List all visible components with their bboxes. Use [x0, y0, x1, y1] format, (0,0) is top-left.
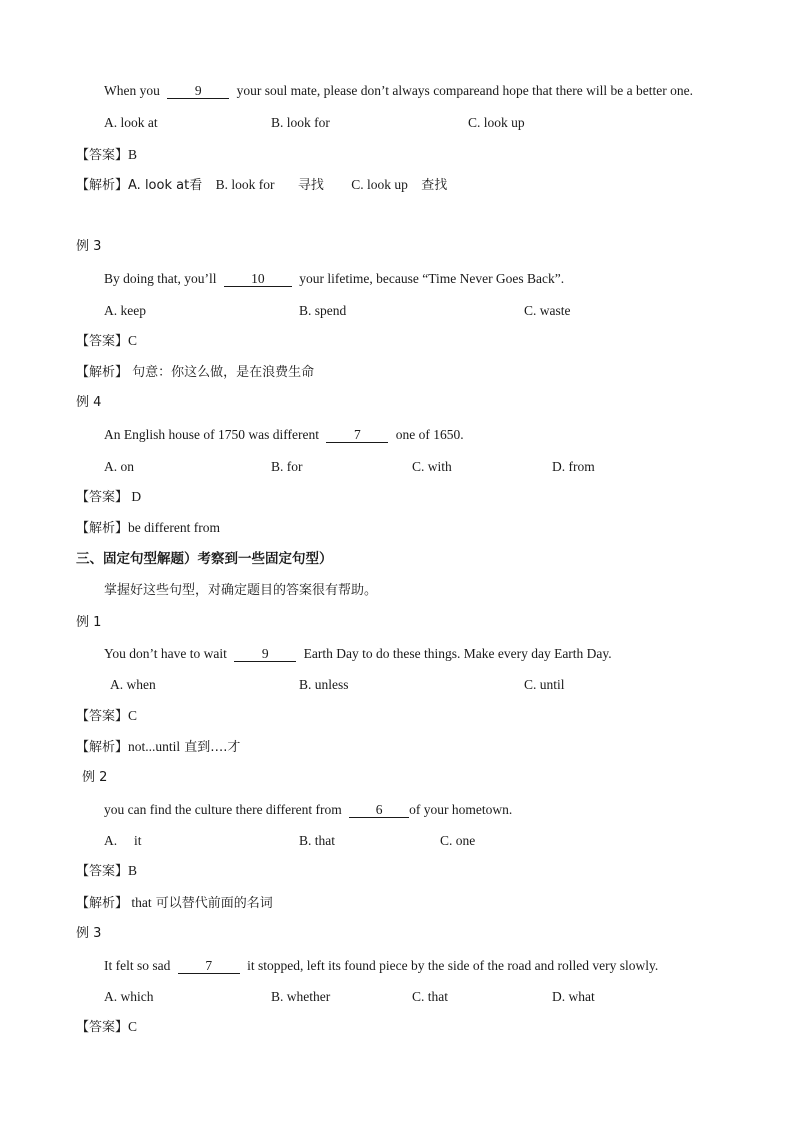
example-label: 例 3 — [76, 239, 102, 254]
question-text-post: your lifetime, because “Time Never Goes Back”. — [299, 271, 565, 286]
answer-value: C — [128, 708, 138, 723]
analysis-text: be different from — [128, 520, 220, 535]
question-text-pre: By doing that, you’ll — [104, 271, 217, 286]
answer-blank: 7 — [178, 958, 240, 974]
analysis-line — [76, 519, 220, 538]
analysis-line — [76, 738, 240, 757]
example-label: 例 2 — [82, 770, 108, 785]
answer-line — [76, 146, 137, 165]
section-heading: 三、固定句型解题）考察到一些固定句型） — [76, 551, 333, 567]
answer-line — [76, 488, 141, 507]
analysis-tag: 【解析】 — [76, 178, 129, 193]
answer-tag: 【答案】 — [76, 709, 129, 724]
answer-line — [76, 1018, 137, 1037]
analysis-tag: 【解析】 — [76, 365, 129, 380]
option-c: C. one — [440, 833, 476, 848]
question-text-pre: you can find the culture there different from — [104, 802, 342, 817]
answer-tag: 【答案】 — [76, 490, 129, 505]
answer-line — [76, 707, 137, 726]
answer-blank: 9 — [234, 646, 296, 662]
question-9b — [104, 645, 612, 663]
analysis-tag: 【解析】 — [76, 740, 129, 755]
option-b: B. for — [271, 459, 303, 474]
question-text-post: Earth Day to do these things. Make every day Earth Day. — [303, 646, 612, 661]
option-d: D. what — [552, 989, 595, 1004]
option-c: C. waste — [524, 303, 571, 318]
question-text-pre: When you — [104, 83, 160, 98]
answer-value: C — [128, 333, 138, 348]
question-6 — [104, 801, 512, 819]
option-a: A. which — [104, 989, 154, 1004]
answer-tag: 【答案】 — [76, 148, 129, 163]
question-10 — [104, 270, 564, 288]
analysis-en: that — [128, 895, 152, 910]
analysis-text: 句意：你这么做，是在浪费生命 — [128, 365, 315, 380]
analysis-line — [76, 894, 273, 913]
example-label: 例 3 — [76, 926, 102, 941]
question-text-post: of your hometown. — [409, 802, 513, 817]
answer-tag: 【答案】 — [76, 1020, 129, 1035]
answer-blank: 10 — [224, 271, 292, 287]
analysis-line — [76, 363, 314, 382]
answer-value: B — [128, 863, 138, 878]
section-intro: 掌握好这些句型，对确定题目的答案很有帮助。 — [104, 583, 378, 598]
answer-value: B — [128, 147, 138, 162]
answer-line — [76, 332, 137, 351]
analysis-en: not...until — [128, 739, 181, 754]
option-a: A. on — [104, 459, 134, 474]
answer-line — [76, 862, 137, 881]
analysis-cn: 直到….才 — [180, 740, 241, 755]
answer-blank: 7 — [326, 427, 388, 443]
answer-tag: 【答案】 — [76, 334, 129, 349]
question-text-post: it stopped, left its found piece by the side of the road and rolled very slowly. — [247, 958, 659, 973]
option-b: B. that — [299, 833, 335, 848]
analysis-tag: 【解析】 — [76, 521, 129, 536]
analysis-part: B. look for — [215, 177, 275, 192]
analysis-part: C. look up — [351, 177, 408, 192]
option-c: C. until — [524, 677, 565, 692]
example-label: 例 4 — [76, 395, 102, 410]
option-a: A. it — [104, 833, 142, 848]
answer-value: C — [128, 1019, 138, 1034]
question-7 — [104, 426, 464, 444]
answer-tag: 【答案】 — [76, 864, 129, 879]
analysis-part: 寻找 — [297, 178, 324, 193]
analysis-part: 查找 — [421, 178, 448, 193]
option-b: B. whether — [271, 989, 331, 1004]
answer-blank: 6 — [349, 802, 409, 818]
analysis-line — [76, 176, 447, 195]
analysis-cn: 可以替代前面的名词 — [151, 896, 273, 911]
example-label: 例 1 — [76, 615, 102, 630]
question-9 — [104, 82, 693, 100]
option-a: A. when — [110, 677, 156, 692]
option-b: B. look for — [271, 115, 330, 130]
question-text-pre: You don’t have to wait — [104, 646, 227, 661]
question-text-post: your soul mate, please don’t always compareand hope that there will be a better one. — [236, 83, 693, 98]
option-d: D. from — [552, 459, 595, 474]
option-a: A. look at — [104, 115, 158, 130]
option-c: C. look up — [468, 115, 525, 130]
answer-value: D — [128, 489, 142, 504]
question-text-pre: It felt so sad — [104, 958, 171, 973]
analysis-part: A. look at看 — [128, 178, 203, 193]
option-a: A. keep — [104, 303, 146, 318]
option-c: C. that — [412, 989, 448, 1004]
question-text-pre: An English house of 1750 was different — [104, 427, 319, 442]
question-7b — [104, 957, 658, 975]
option-b: B. unless — [299, 677, 349, 692]
option-c: C. with — [412, 459, 452, 474]
option-b: B. spend — [299, 303, 347, 318]
analysis-tag: 【解析】 — [76, 896, 129, 911]
answer-blank: 9 — [167, 83, 229, 99]
question-text-post: one of 1650. — [395, 427, 464, 442]
